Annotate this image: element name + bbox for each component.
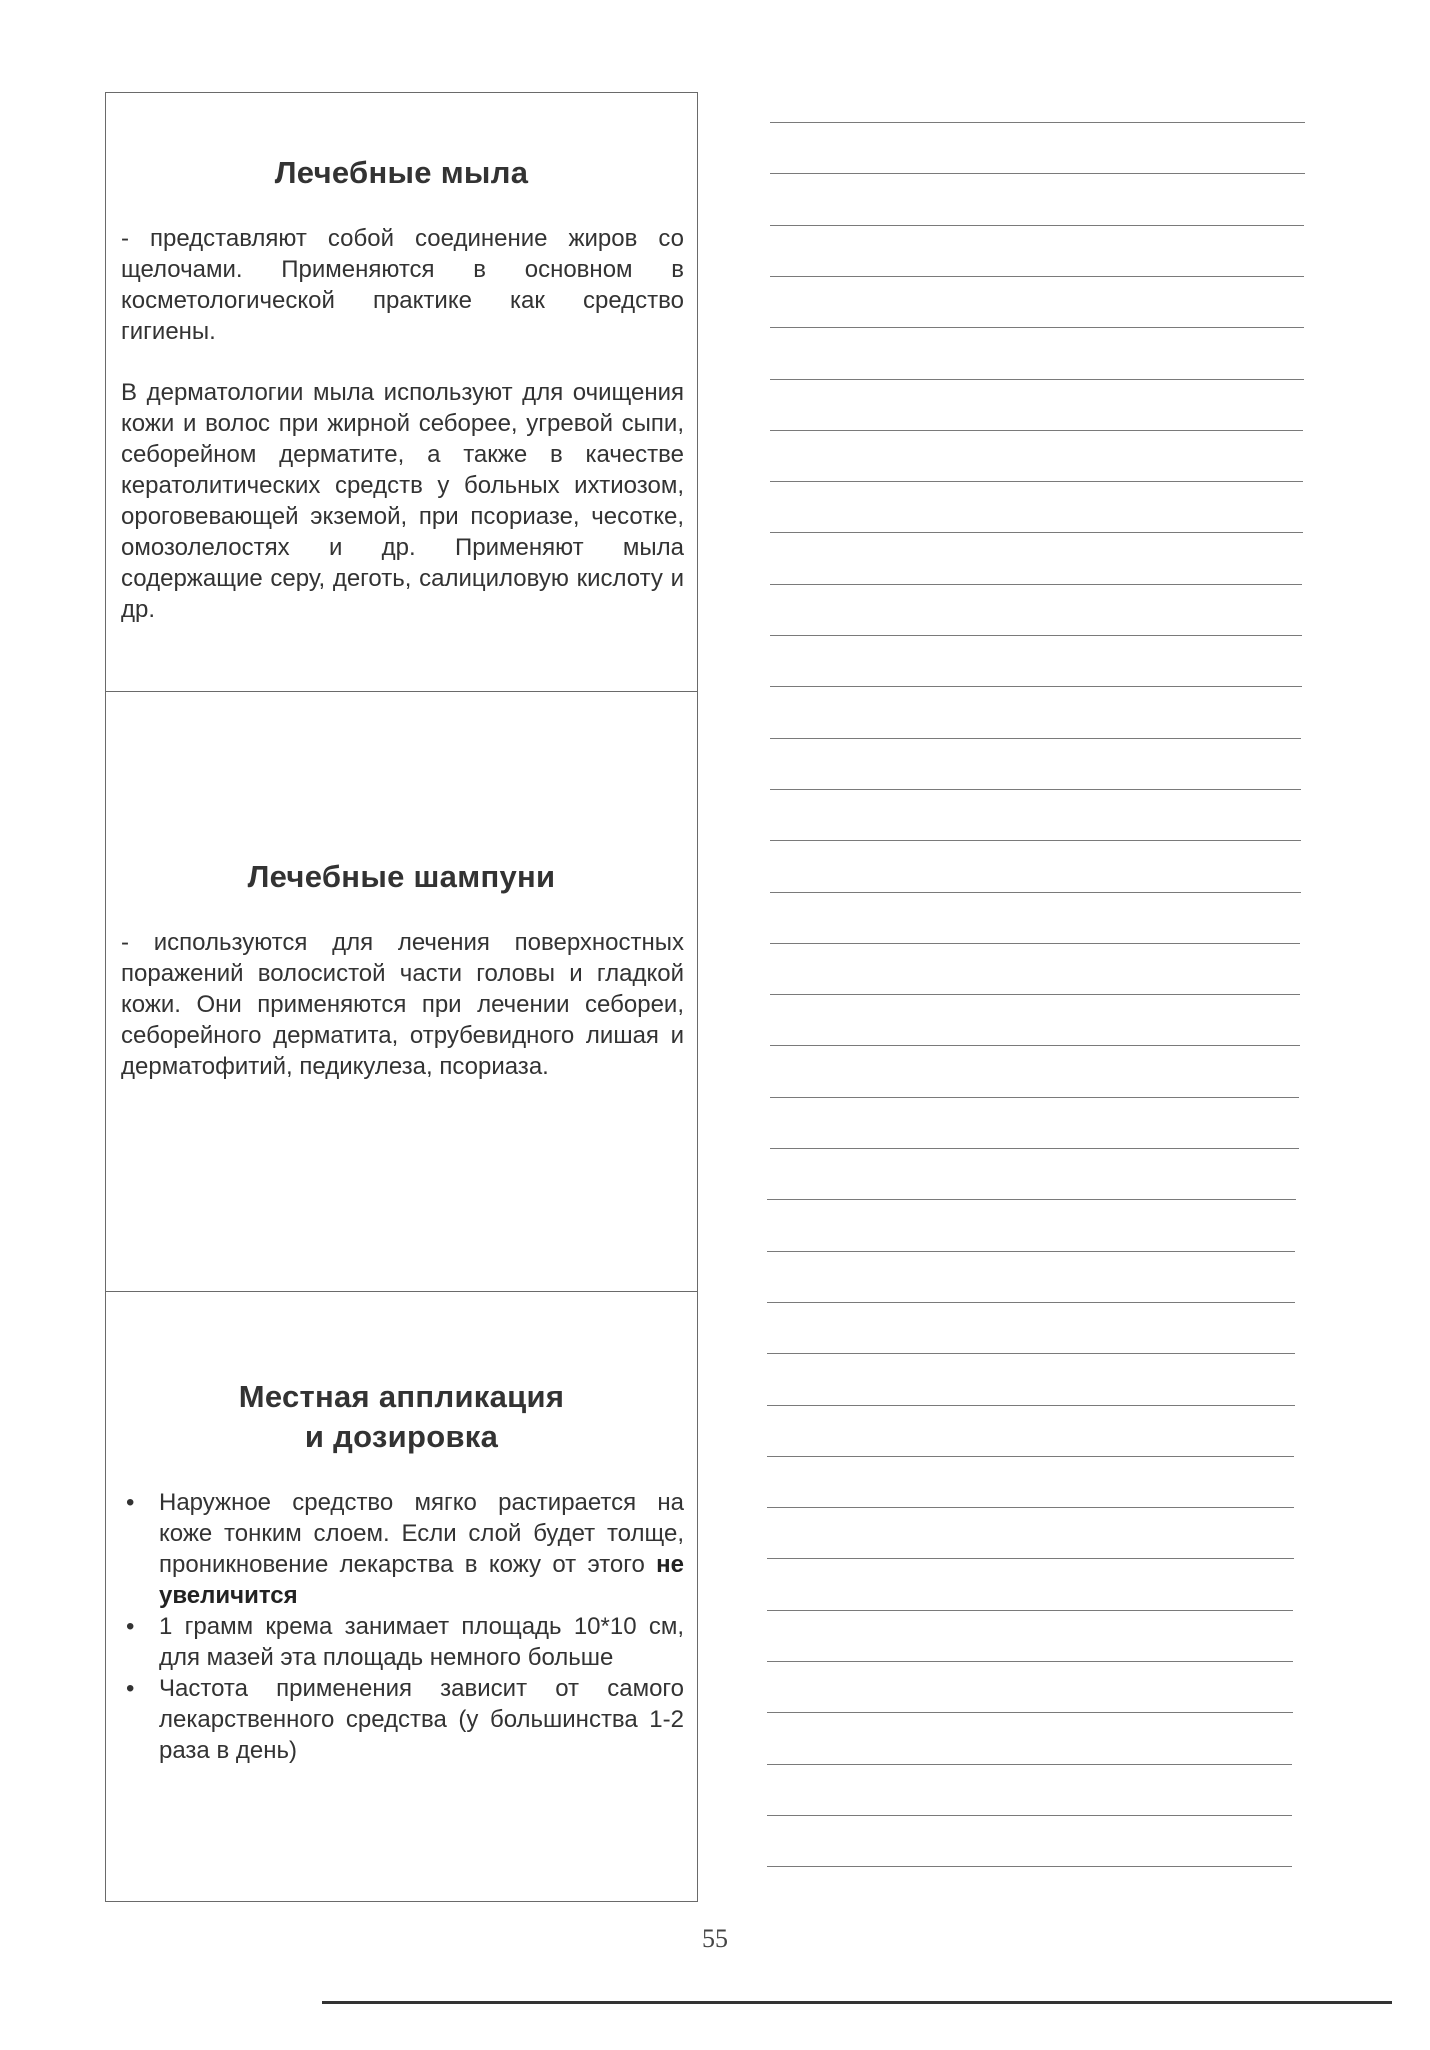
note-line <box>770 379 1304 380</box>
list-item <box>121 1611 684 1673</box>
note-line <box>770 584 1302 585</box>
section-title-soaps: Лечебные мыла <box>274 155 529 190</box>
note-line <box>770 122 1305 123</box>
footer-rule <box>322 2001 1392 2004</box>
note-line <box>767 1712 1293 1713</box>
note-line <box>770 738 1301 739</box>
note-line <box>767 1610 1293 1611</box>
note-line <box>770 686 1302 687</box>
note-line <box>770 481 1303 482</box>
list-item <box>121 1673 684 1766</box>
note-line <box>770 943 1300 944</box>
list-item-text: Частота применения зависит от самого лекарственного средства (у большинства 1-2 раза в день) <box>159 1675 684 1764</box>
list-item-emphasis: не увеличится <box>159 1551 684 1609</box>
list-item <box>121 1487 684 1611</box>
note-line <box>770 1148 1299 1149</box>
bullet-icon: • <box>126 1613 135 1640</box>
note-line <box>767 1456 1294 1457</box>
note-line <box>767 1661 1293 1662</box>
note-line <box>770 327 1304 328</box>
panel-medicated-soaps <box>105 92 698 692</box>
note-line <box>770 276 1304 277</box>
note-line <box>770 994 1300 995</box>
title-line-2: и дозировка <box>304 1419 499 1454</box>
notes-ruled-lines <box>770 0 1310 1900</box>
section-title-application <box>106 1377 697 1457</box>
list-item-text: Наружное средство мягко растирается на коже тонким слоем. Если слой будет толще, проникновение лекарства в кожу от этого <box>159 1489 684 1578</box>
note-line <box>767 1302 1295 1303</box>
note-line <box>770 532 1303 533</box>
section-title-shampoos: Лечебные шампуни <box>247 859 556 894</box>
application-list <box>106 1487 697 1766</box>
note-line <box>767 1866 1292 1867</box>
note-line <box>767 1815 1292 1816</box>
panel-medicated-shampoos <box>105 691 698 1292</box>
list-item-text: 1 грамм крема занимает площадь 10*10 см, для мазей эта площадь немного больше <box>159 1613 684 1671</box>
note-line <box>770 840 1301 841</box>
note-line <box>770 892 1301 893</box>
bullet-icon: • <box>126 1675 135 1702</box>
note-line <box>770 430 1303 431</box>
note-line <box>767 1251 1295 1252</box>
note-line <box>767 1558 1294 1559</box>
note-line <box>770 789 1301 790</box>
soaps-usage: В дерматологии мыла используют для очищения кожи и волос при жирной себорее, угревой сыпи, себорейном дерматите, а также в качестве кератолитических средств у больных ихтиозом, ороговевающей экземой, при псориазе, чесотке, омозолелостях и др. Применяют мыла содержащие серу, деготь, салициловую кислоту и др. <box>121 379 684 623</box>
note-line <box>770 1045 1300 1046</box>
title-line-1: Местная аппликация <box>238 1379 565 1414</box>
panel-local-application <box>105 1291 698 1902</box>
note-line <box>767 1353 1295 1354</box>
shampoos-description: - используются для лечения поверхностных поражений волосистой части головы и гладкой кожи. Они применяются при лечении себореи, себорейного дерматита, отрубевидного лишая и дерматофитий, педикулеза, псориаза. <box>121 929 684 1080</box>
note-line <box>770 173 1305 174</box>
note-line <box>767 1764 1292 1765</box>
note-line <box>770 635 1302 636</box>
note-line <box>767 1405 1295 1406</box>
soaps-definition: - представляют собой соединение жиров со щелочами. Применяются в основном в косметологической практике как средство гигиены. <box>121 225 684 345</box>
bullet-icon: • <box>126 1489 135 1516</box>
note-line <box>770 225 1304 226</box>
note-line <box>767 1199 1296 1200</box>
note-line <box>767 1507 1294 1508</box>
note-line <box>770 1097 1299 1098</box>
page-number: 55 <box>702 1924 728 1953</box>
